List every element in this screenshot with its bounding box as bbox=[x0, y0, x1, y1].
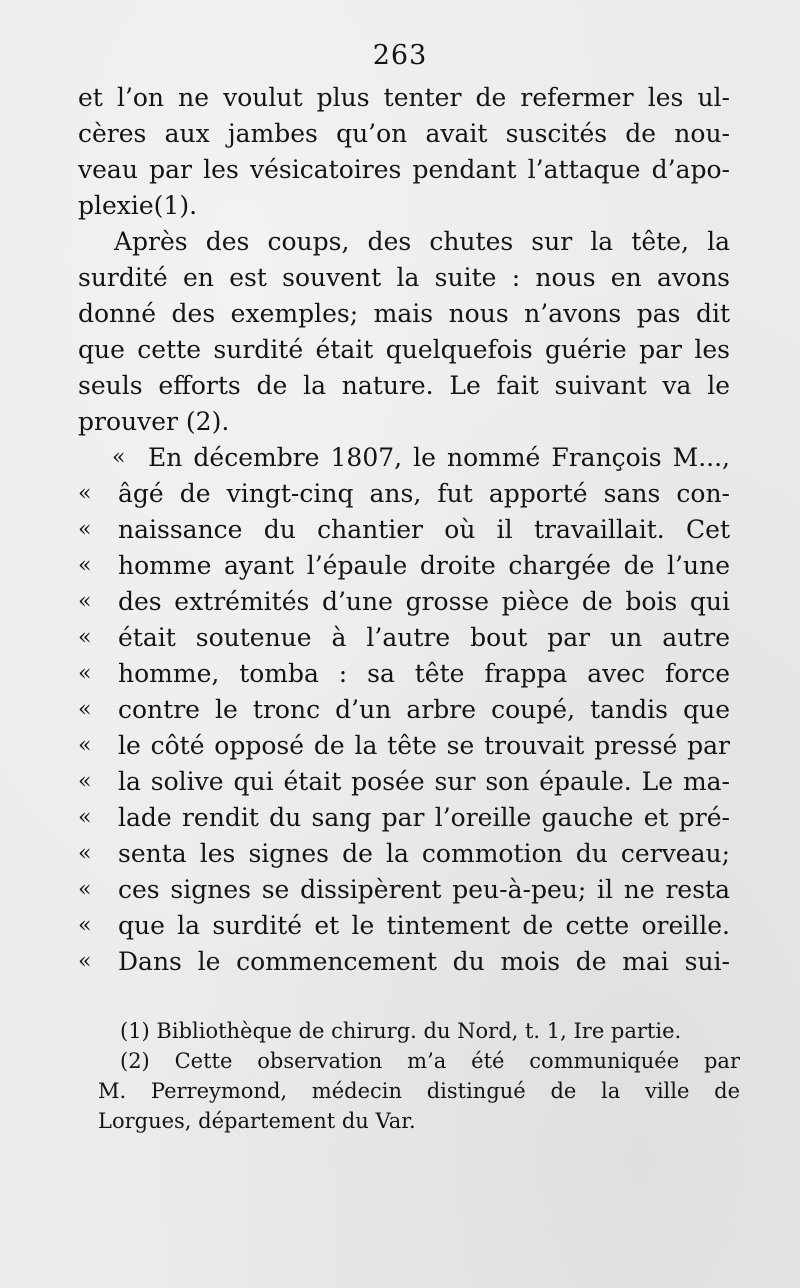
quote-line bbox=[78, 656, 730, 692]
quote-text: le côté opposé de la tête se trouvait pressé par bbox=[118, 731, 730, 760]
quote-line bbox=[78, 908, 730, 944]
quote-line bbox=[78, 548, 730, 584]
text-line: donné des exemples; mais nous n’avons pas dit bbox=[78, 299, 730, 328]
quote-line bbox=[78, 764, 730, 800]
body-text bbox=[78, 80, 730, 980]
quote-line bbox=[78, 692, 730, 728]
quote-mark: « bbox=[112, 445, 126, 470]
quote-text: des extrémités d’une grosse pièce de bois qui bbox=[118, 587, 730, 616]
quote-line bbox=[78, 620, 730, 656]
quote-text: senta les signes de la commotion du cerveau; bbox=[118, 839, 730, 868]
quote-line bbox=[78, 512, 730, 548]
quote-text: ces signes se dissipèrent peu-à-peu; il ne resta bbox=[118, 875, 730, 904]
quote-line bbox=[78, 944, 730, 980]
footnote-continuation: Lorgues, département du Var. bbox=[98, 1109, 416, 1133]
page-number: 263 bbox=[372, 40, 428, 71]
quote-mark: « bbox=[78, 949, 92, 974]
quote-text: En décembre 1807, le nommé François M..., bbox=[148, 443, 730, 472]
footnotes bbox=[98, 1016, 740, 1136]
quote-text: la solive qui était posée sur son épaule. Le ma- bbox=[118, 767, 730, 796]
quote-text: que la surdité et le tintement de cette oreille. bbox=[118, 911, 730, 940]
footnote-continuation: M. Perreymond, médecin distingué de la ville de bbox=[98, 1079, 740, 1103]
quote-mark: « bbox=[78, 913, 92, 938]
quote-line bbox=[78, 800, 730, 836]
text-line: et l’on ne voulut plus tenter de refermer les ul- bbox=[78, 83, 730, 112]
quote-text: naissance du chantier où il travaillait. Cet bbox=[118, 515, 730, 544]
quote-mark: « bbox=[78, 625, 92, 650]
text-line: veau par les vésicatoires pendant l’attaque d’apo- bbox=[78, 155, 730, 184]
text-line: prouver (2). bbox=[78, 407, 230, 436]
quote-mark: « bbox=[78, 769, 92, 794]
quote-line bbox=[78, 584, 730, 620]
text-line: seuls efforts de la nature. Le fait suivant va le bbox=[78, 371, 730, 400]
text-line: Après des coups, des chutes sur la tête, la bbox=[114, 227, 730, 256]
quotation bbox=[78, 440, 730, 980]
text-line: plexie(1). bbox=[78, 191, 198, 220]
footnote: (1) Bibliothèque de chirurg. du Nord, t. 1, Ire partie. bbox=[120, 1019, 682, 1043]
quote-mark: « bbox=[78, 589, 92, 614]
quote-text: lade rendit du sang par l’oreille gauche et pré- bbox=[118, 803, 730, 832]
quote-mark: « bbox=[78, 733, 92, 758]
text-line: surdité en est souvent la suite : nous en avons bbox=[78, 263, 730, 292]
quote-mark: « bbox=[78, 841, 92, 866]
paragraph bbox=[78, 224, 730, 440]
quote-text: était soutenue à l’autre bout par un autre bbox=[118, 623, 730, 652]
text-line: cères aux jambes qu’on avait suscités de nou- bbox=[78, 119, 730, 148]
footnote: (2) Cette observation m’a été communiquée par bbox=[120, 1049, 740, 1073]
quote-line bbox=[78, 728, 730, 764]
quote-mark: « bbox=[78, 877, 92, 902]
quote-line bbox=[78, 476, 730, 512]
quote-line bbox=[78, 836, 730, 872]
quote-text: homme ayant l’épaule droite chargée de l’une bbox=[118, 551, 730, 580]
paragraph bbox=[78, 80, 730, 224]
quote-text: contre le tronc d’un arbre coupé, tandis que bbox=[118, 695, 730, 724]
quote-mark: « bbox=[78, 805, 92, 830]
quote-line bbox=[78, 440, 730, 476]
quote-text: âgé de vingt-cinq ans, fut apporté sans con- bbox=[118, 479, 730, 508]
quote-mark: « bbox=[78, 661, 92, 686]
quote-text: homme, tomba : sa tête frappa avec force bbox=[118, 659, 730, 688]
text-line: que cette surdité était quelquefois guérie par les bbox=[78, 335, 730, 364]
quote-mark: « bbox=[78, 481, 92, 506]
quote-mark: « bbox=[78, 697, 92, 722]
quote-mark: « bbox=[78, 553, 92, 578]
quote-mark: « bbox=[78, 517, 92, 542]
quote-line bbox=[78, 872, 730, 908]
quote-text: Dans le commencement du mois de mai sui- bbox=[118, 947, 730, 976]
